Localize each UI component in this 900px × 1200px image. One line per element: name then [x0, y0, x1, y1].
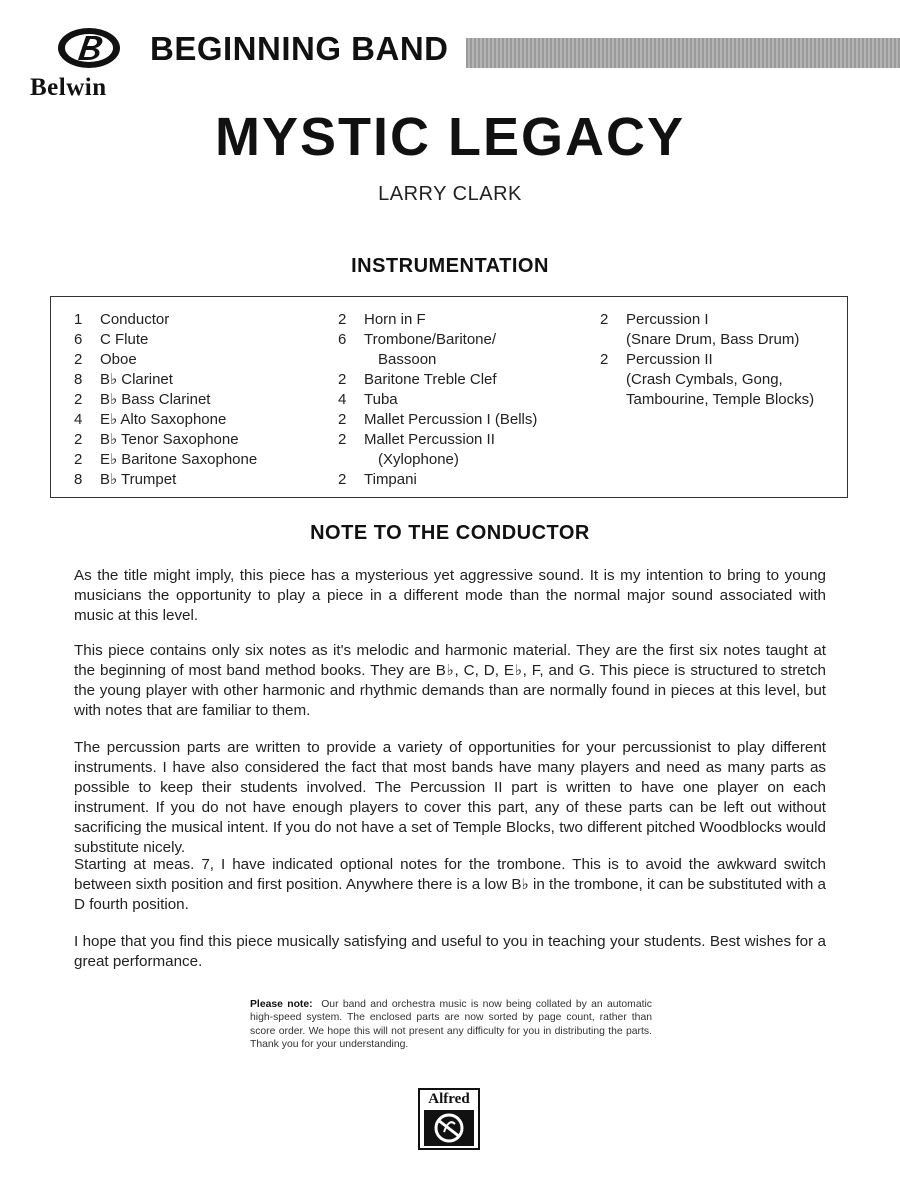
- instrument-row: 8 B♭ Clarinet: [74, 371, 173, 388]
- instrument-row: 2 B♭ Tenor Saxophone: [74, 431, 239, 448]
- belwin-logo-icon: [56, 26, 122, 70]
- instrumentation-heading: INSTRUMENTATION: [351, 255, 549, 277]
- instrument-row: 2 Mallet Percussion I (Bells): [338, 411, 538, 428]
- note-paragraph: I hope that you find this piece musically satisfying and useful to you in teaching your students. Best wishes for a great performance.: [74, 933, 826, 970]
- please-note: [250, 998, 652, 1052]
- instrumentation-column-2: [338, 310, 537, 490]
- instrument-row: 4 Tuba: [338, 391, 398, 408]
- instrument-row: 2 Oboe: [74, 351, 137, 368]
- series-banner-bar: [466, 38, 900, 68]
- instrument-row: 2 B♭ Bass Clarinet: [74, 391, 211, 408]
- instrument-row: 2 Percussion II: [600, 351, 713, 368]
- instrument-row: 2 Horn in F: [338, 311, 426, 328]
- instrument-row: (Crash Cymbals, Gong,: [626, 371, 783, 388]
- alfred-logo-icon: [424, 1110, 474, 1146]
- instrument-row: 2 Timpani: [338, 471, 417, 488]
- series-title: BEGINNING BAND: [150, 30, 449, 67]
- instrument-row: Tambourine, Temple Blocks): [626, 391, 815, 408]
- note-paragraph: The percussion parts are written to provide a variety of opportunities for your percussionist to play different instruments. I have also considered the fact that most bands have many players and need as many parts as possible to keep their students involved. The Percussion II part is written to have one player on each instrument. If you do not have enough players to cover this part, any of these parts can be left out without sacrificing the musical intent. If you do not have a set of Temple Blocks, two different pitched Woodblocks would substitute nicely.: [74, 739, 826, 856]
- instrument-row: 2 Percussion I: [600, 311, 709, 328]
- note-paragraph: As the title might imply, this piece has a mysterious yet aggressive sound. It is my intention to bring to young musicians the opportunity to play a piece in a different mode than the normal major sound associated with music at this level.: [74, 567, 826, 624]
- note-paragraph: This piece contains only six notes as it's melodic and harmonic material. They are the first six notes taught at the beginning of most band method books. They are B♭, C, D, E♭, F, and G. This piece is structured to stretch the young player with other harmonic and rhythmic demands than are normally found in pieces at this level, but with notes that are familiar to them.: [74, 642, 826, 719]
- instrument-row: 2 Baritone Treble Clef: [338, 371, 497, 388]
- instrument-row: 2 Mallet Percussion II: [338, 431, 495, 448]
- instrument-row: Bassoon: [378, 351, 437, 368]
- composer-name: LARRY CLARK: [378, 183, 522, 205]
- please-note-text: Our band and orchestra music is now being collated by an automatic high-speed system. The enclosed parts are now sorted by page count, rather than score order. We hope this will not present any difficulty for you in distributing the parts. Thank you for your understanding.: [250, 999, 653, 1051]
- please-note-label: Please note:: [250, 999, 313, 1010]
- note-heading: NOTE TO THE CONDUCTOR: [310, 522, 590, 544]
- instrument-row: 8 B♭ Trumpet: [74, 471, 177, 488]
- piece-title: MYSTIC LEGACY: [214, 107, 686, 167]
- instrument-row: (Xylophone): [378, 451, 459, 468]
- instrument-row: 6 Trombone/Baritone/: [338, 331, 497, 348]
- note-paragraph: Starting at meas. 7, I have indicated optional notes for the trombone. This is to avoid the awkward switch between sixth position and first position. Anywhere there is a low B♭ in the trombone, it can be substituted with a D fourth position.: [74, 856, 826, 913]
- instrument-row: 6 C Flute: [74, 331, 149, 348]
- instrument-row: 4 E♭ Alto Saxophone: [74, 411, 227, 428]
- instrumentation-column-3: [600, 310, 814, 410]
- instrument-row: 2 E♭ Baritone Saxophone: [74, 451, 258, 468]
- instrument-row: (Snare Drum, Bass Drum): [626, 331, 800, 348]
- instrumentation-column-1: [74, 310, 257, 490]
- alfred-logo-text: Alfred: [428, 1091, 470, 1107]
- publisher-name: Belwin: [30, 74, 107, 101]
- instrument-row: 1 Conductor: [74, 311, 170, 328]
- alfred-logo: [418, 1088, 480, 1150]
